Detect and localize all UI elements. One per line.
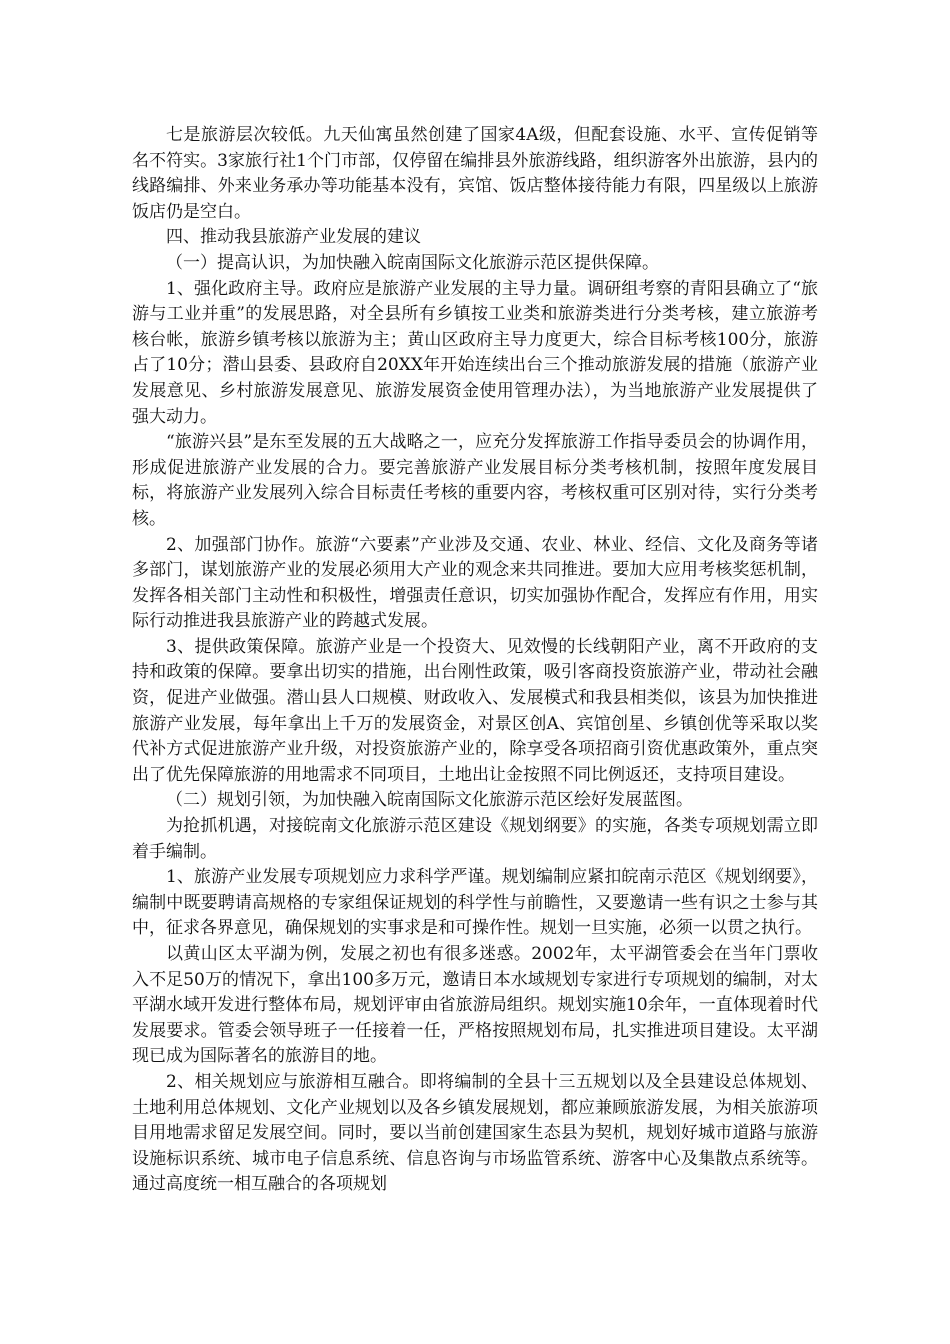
paragraph: 1、强化政府主导。政府应是旅游产业发展的主导力量。调研组考察的青阳县确立了“旅游与工业并重”的发展思路，对全县所有乡镇按工业类和旅游类进行分类考核，建立旅游考核台帐，旅游乡镇考核以旅游为主；黄山区政府主导力度更大，综合目标考核100分，旅游占了10分；潜山县委、县政府自20XX年开始连续出台三个推动旅游发展的措施（旅游产业发展意见、乡村旅游发展意见、旅游发展资金使用管理办法），为当地旅游产业发展提供了强大动力。 [132, 278, 818, 427]
document-body [132, 123, 818, 1198]
subsection-heading: （一）提高认识，为加快融入皖南国际文化旅游示范区提供保障。 [166, 252, 659, 273]
paragraph: “旅游兴县”是东至发展的五大战略之一，应充分发挥旅游工作指导委员会的协调作用，形成促进旅游产业发展的合力。要完善旅游产业发展目标分类考核机制，按照年度发展目标，将旅游产业发展列入综合目标责任考核的重要内容，考核权重可区别对待，实行分类考核。 [132, 432, 818, 529]
paragraph: 2、相关规划应与旅游相互融合。即将编制的全县十三五规划以及全县建设总体规划、土地利用总体规划、文化产业规划以及各乡镇发展规划，都应兼顾旅游发展，为相关旅游项目用地需求留足发展空间。同时，要以当前创建国家生态县为契机，规划好城市道路与旅游设施标识系统、城市电子信息系统、信息咨询与市场监管系统、游客中心及集散点系统等。通过高度统一相互融合的各项规划 [132, 1071, 818, 1195]
paragraph: 3、提供政策保障。旅游产业是一个投资大、见效慢的长线朝阳产业，离不开政府的支持和政策的保障。要拿出切实的措施，出台刚性政策，吸引客商投资旅游产业，带动社会融资，促进产业做强。潜山县人口规模、财政收入、发展模式和我县相类似，该县为加快推进旅游产业发展，每年拿出上千万的发展资金，对景区创A、宾馆创星、乡镇创优等采取以奖代补方式促进旅游产业升级，对投资旅游产业的，除享受各项招商引资优惠政策外，重点突出了优先保障旅游的用地需求不同项目，土地出让金按照不同比例返还，支持项目建设。 [132, 636, 818, 785]
paragraph: 为抢抓机遇，对接皖南文化旅游示范区建设《规划纲要》的实施，各类专项规划需立即着手编制。 [132, 816, 818, 862]
paragraph: 以黄山区太平湖为例，发展之初也有很多迷惑。2002年，太平湖管委会在当年门票收入不足50万的情况下，拿出100多万元，邀请日本水域规划专家进行专项规划的编制，对太平湖水域开发进行整体布局，规划评审由省旅游局组织。规划实施10余年，一直体现着时代发展要求。管委会领导班子一任接着一任，严格按照规划布局，扎实推进项目建设。太平湖现已成为国际著名的旅游目的地。 [132, 944, 818, 1067]
paragraph: 2、加强部门协作。旅游“六要素”产业涉及交通、农业、林业、经信、文化及商务等诸多部门，谋划旅游产业的发展必须用大产业的观念来共同推进。要加大应用考核奖惩机制，发挥各相关部门主动性和积极性，增强责任意识，切实加强协作配合，发挥应有作用，用实际行动推进我县旅游产业的跨越式发展。 [132, 534, 818, 632]
paragraph: 1、旅游产业发展专项规划应力求科学严谨。规划编制应紧扣皖南示范区《规划纲要》，编制中既要聘请高规格的专家组保证规划的科学性与前瞻性，又要邀请一些有识之士参与其中，征求各界意见，确保规划的实事求是和可操作性。规划一旦实施，必须一以贯之执行。 [132, 867, 818, 939]
subsection-heading: （二）规划引领，为加快融入皖南国际文化旅游示范区绘好发展蓝图。 [166, 790, 693, 811]
section-heading: 四、推动我县旅游产业发展的建议 [166, 227, 421, 248]
paragraph: 七是旅游层次较低。九天仙寓虽然创建了国家4A级，但配套设施、水平、宣传促销等名不符实。3家旅行社1个门市部，仅停留在编排县外旅游线路，组织游客外出旅游，县内的线路编排、外来业务承办等功能基本没有，宾馆、饭店整体接待能力有限，四星级以上旅游饭店仍是空白。 [132, 125, 818, 222]
